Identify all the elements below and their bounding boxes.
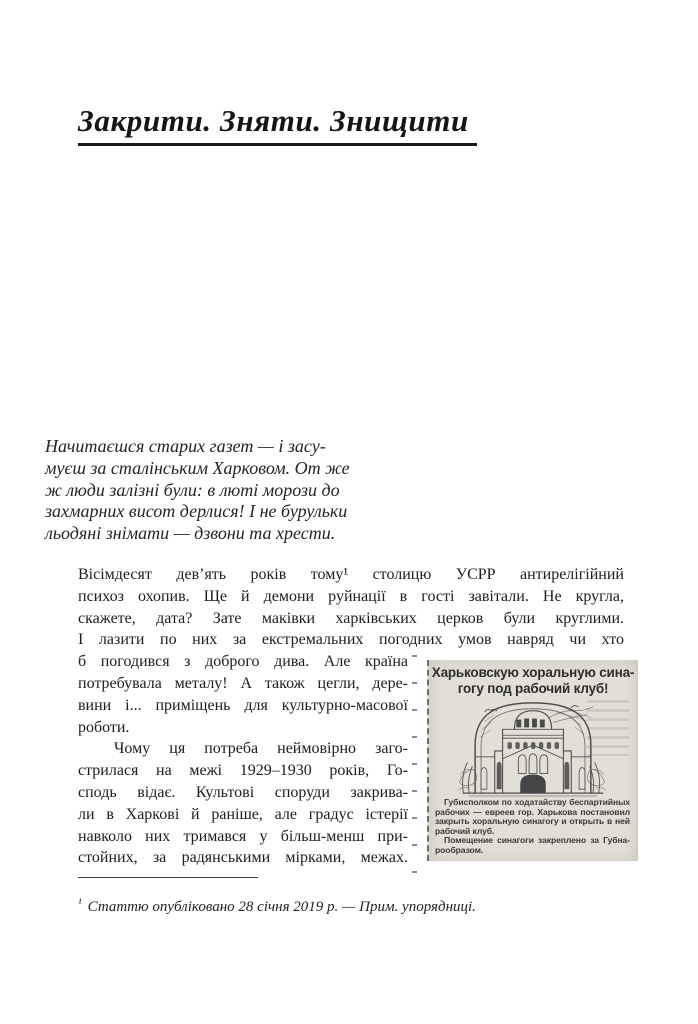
chapter-title: Закрити. Зняти. Знищити — [78, 103, 477, 146]
clipping-text-line: рабочий клуб. — [435, 825, 495, 836]
epigraph-line: льодяні знімати — дзвони та хрести. — [45, 523, 336, 544]
text-line: скажете, дата? Зате маківки харківських церков були круглими. — [78, 609, 624, 627]
epigraph-line: захмарних висот дерлися! І не бурульки — [45, 501, 348, 522]
footnote-text: Статтю опубліковано 28 січня 2019 р. — Прим. упорядниці. — [87, 899, 476, 915]
clipping-text-line: рабочих — евреев гор. Харькова постановил — [435, 806, 630, 817]
text-line: психоз охопив. Ще й демони руйнації в гості завітали. Не кругла, — [78, 587, 624, 605]
clipping-text-line: Помещение синагоги закреплено за Губна- — [444, 835, 630, 846]
text-line: І лазити по них за екстремальних погодних умов навряд чи хто — [78, 631, 624, 649]
clipping-headline-line: Харьковскую хоральную сина- — [431, 665, 635, 680]
text-line: навколо них тримався у більш-менш при- — [78, 827, 408, 845]
text-line: вини і... приміщень для культурно-масової — [78, 696, 408, 714]
newspaper-clipping — [427, 660, 638, 861]
clipping-body — [435, 798, 630, 856]
clipping-text-line: рообразом. — [435, 844, 484, 855]
epigraph-line: муєш за сталінським Харковом. От же — [45, 457, 350, 478]
epigraph-line: Начитаєшся старих газет — і засу- — [45, 436, 326, 456]
print-bleed-through — [587, 700, 629, 756]
footnote-marker: ¹ — [78, 896, 82, 910]
epigraph — [45, 436, 390, 545]
text-line: стрилася на межі 1929–1930 років, Го- — [78, 762, 408, 780]
clipping-headline — [431, 665, 635, 696]
text-line: Вісімдесят дев’ять років тому¹ столицю УСРР антирелігійний — [78, 566, 624, 583]
text-line: сподь відає. Культові споруди закрива- — [78, 783, 408, 801]
text-line: роботи. — [78, 718, 130, 736]
text-line: стойних, за радянськими мірками, межах. — [78, 849, 408, 867]
text-line: потребувала металу! А також цегли, дере- — [78, 674, 408, 692]
epigraph-line: ж люди залізні були: в люті морози до — [45, 479, 340, 500]
newspaper-column-rule — [412, 655, 417, 879]
clipping-text-line: закрыть хоральную синагогу и открыть в ней — [435, 816, 630, 827]
clipping-headline-line: гогу под рабочий клуб! — [457, 680, 609, 696]
clipping-text-line: Губисполком по ходатайству беспартийных — [444, 797, 630, 807]
text-line: Чому ця потреба неймовірно заго- — [114, 740, 408, 758]
text-line: ли в Харкові й раніше, але градус істерії — [78, 805, 408, 823]
footnote — [78, 893, 638, 917]
footnote-divider — [78, 877, 258, 878]
text-line: б погодився з доброго дива. Але країна — [78, 653, 408, 671]
